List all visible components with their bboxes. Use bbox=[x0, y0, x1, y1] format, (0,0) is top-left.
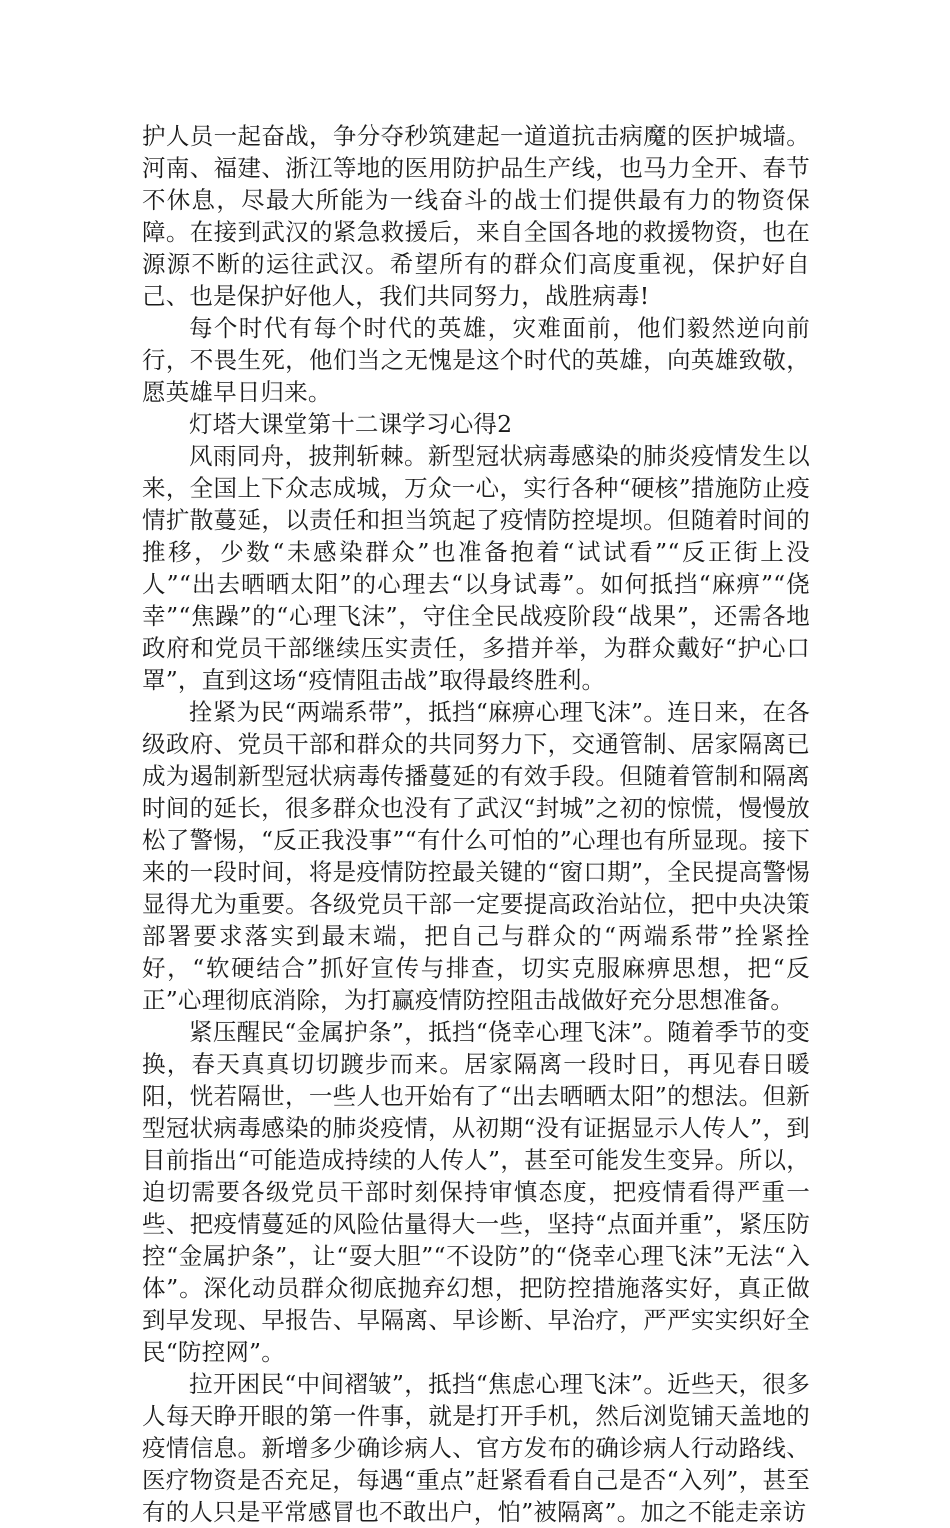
paragraph-heroes: 每个时代有每个时代的英雄，灾难面前，他们毅然逆向前行，不畏生死，他们当之无愧是这个时代的英雄，向英雄致敬，愿英雄早日归来。 bbox=[142, 314, 810, 406]
paragraph-continued: 护人员一起奋战，争分夺秒筑建起一道道抗击病魔的医护城墙。河南、福建、浙江等地的医用防护品生产线，也马力全开、春节不休息，尽最大所能为一线奋斗的战士们提供最有力的物资保障。在接到武汉的紧急救援后，来自全国各地的救援物资，也在源源不断的运往武汉。希望所有的群众们高度重视，保护好自己、也是保护好他人，我们共同努力，战胜病毒! bbox=[142, 122, 810, 310]
paragraph-straps: 拴紧为民“两端系带”，抵挡“麻痹心理飞沫”。连日来，在各级政府、党员干部和群众的共同努力下，交通管制、居家隔离已成为遏制新型冠状病毒传播蔓延的有效手段。但随着管制和隔离时间的延长，很多群众也没有了武汉“封城”之初的惊慌，慢慢放松了警惕，“反正我没事”“有什么可怕的”心理也有所显现。接下来的一段时间，将是疫情防控最关键的“窗口期”，全民提高警惕显得尤为重要。各级党员干部一定要提高政治站位，把中央决策部署要求落实到最末端，把自己与群众的“两端系带”拴紧拴好，“软硬结合”抓好宣传与排查，切实克服麻痹思想，把“反正”心理彻底消除，为打赢疫情防控阻击战做好充分思想准备。 bbox=[142, 698, 810, 1014]
document-body bbox=[142, 120, 810, 1528]
paragraph-intro: 风雨同舟，披荆斩棘。新型冠状病毒感染的肺炎疫情发生以来，全国上下众志成城，万众一心，实行各种“硬核”措施防止疫情扩散蔓延，以责任和担当筑起了疫情防控堤坝。但随着时间的推移，少数“未感染群众”也准备抱着“试试看”“反正街上没人”“出去晒晒太阳”的心理去“以身试毒”。如何抵挡“麻痹”“侥幸”“焦躁”的“心理飞沫”，守住全民战疫阶段“战果”，还需各地政府和党员干部继续压实责任，多措并举，为群众戴好“护心口罩”，直到这场“疫情阻击战”取得最终胜利。 bbox=[142, 442, 810, 694]
paragraph-folds: 拉开困民“中间褶皱”，抵挡“焦虑心理飞沫”。近些天，很多人每天睁开眼的第一件事，就是打开手机，然后浏览铺天盖地的疫情信息。新增多少确诊病人、官方发布的确诊病人行动路线、医疗物资是否充足，每遇“重点”赶紧看看自己是否“入列”，甚至有的人只是平常感冒也不敢出户，怕”被隔离”。加之不能走亲访 bbox=[142, 1370, 810, 1526]
section-heading: 灯塔大课堂第十二课学习心得2 bbox=[189, 410, 513, 438]
paragraph-metal-strip: 紧压醒民“金属护条”，抵挡“侥幸心理飞沫”。随着季节的变换，春天真真切切踱步而来。居家隔离一段时日，再见春日暖阳，恍若隔世，一些人也开始有了“出去晒晒太阳”的想法。但新型冠状病毒感染的肺炎疫情，从初期“没有证据显示人传人”，到目前指出“可能造成持续的人传人”，甚至可能发生变异。所以，迫切需要各级党员干部时刻保持审慎态度，把疫情看得严重一些、把疫情蔓延的风险估量得大一些，坚持“点面并重”，紧压防控“金属护条”，让“耍大胆”“不设防”的“侥幸心理飞沫”无法“入体”。深化动员群众彻底抛弃幻想，把防控措施落实好，真正做到早发现、早报告、早隔离、早诊断、早治疗，严严实实织好全民“防控网”。 bbox=[142, 1018, 810, 1366]
